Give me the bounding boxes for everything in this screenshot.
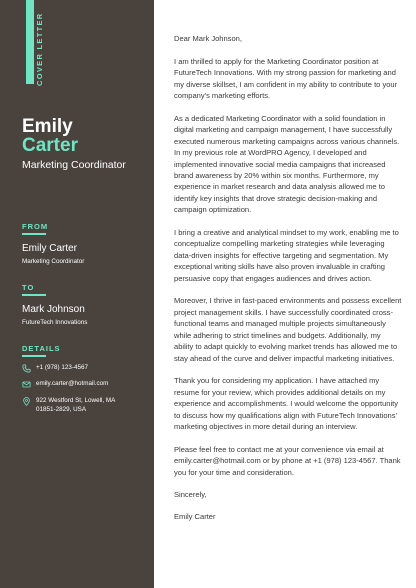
email-icon xyxy=(22,380,32,389)
email-text: emily.carter@hotmail.com xyxy=(36,380,109,387)
paragraph-contact: Please feel free to contact me at your convenience via email at emily.carter@hotmail.com or by phone at +1 (978) 123-4567. Thank you for your time and consideration. xyxy=(174,444,401,477)
location-pin-icon xyxy=(22,397,32,406)
to-name: Mark Johnson xyxy=(22,304,85,315)
address-text: 922 Westford St, Lowell, MA 01851-2829, USA xyxy=(36,397,115,413)
paragraph-experience: As a dedicated Marketing Coordinator with a solid foundation in digital marketing and campaign management, I have successfully executed numerous marketing campaigns across various channels. In my previous role at WordPRO Agency, I developed and implemented innovative social media campaigns that increased brand awareness by 20% within six months. Furthermore, my experience in market research and data analysis allowed me to identify key insights that drove strategic decision-making and campaign optimization. xyxy=(174,114,400,215)
closing: Sincerely, xyxy=(174,490,207,500)
signature: Emily Carter xyxy=(174,511,216,521)
details-rule xyxy=(22,355,46,357)
from-heading: FROM xyxy=(22,222,49,231)
to-heading: TO xyxy=(22,283,35,292)
detail-phone xyxy=(22,364,136,373)
paragraph-thanks: Thank you for considering my application. I have attached my resume for your review, which provides additional details on my experience and accomplishments. I would welcome the opportunity to discuss how my qualifications align with FutureTech Innovations' marketing objectives in more detail during an interview. xyxy=(174,376,399,431)
from-rule xyxy=(22,233,46,235)
letter-body xyxy=(174,33,402,534)
last-name: Carter xyxy=(22,135,78,156)
to-role: FutureTech Innovations xyxy=(22,319,88,326)
paragraph-intro: I am thrilled to apply for the Marketing Coordinator position at FutureTech Innovations. With my strong passion for marketing and my diverse skillset, I am confident in my ability to contribute to your company's marketing efforts. xyxy=(174,57,398,101)
phone-icon xyxy=(22,364,32,373)
first-name: Emily xyxy=(22,116,73,137)
greeting: Dear Mark Johnson, xyxy=(174,34,242,43)
details-heading: DETAILS xyxy=(22,344,61,353)
job-title: Marketing Coordinator xyxy=(22,159,126,171)
detail-email xyxy=(22,380,136,389)
phone-text: +1 (978) 123-4567 xyxy=(36,364,88,371)
sidebar xyxy=(0,0,154,588)
to-rule xyxy=(22,294,46,296)
detail-address xyxy=(22,397,136,414)
cover-letter-label: COVER LETTER xyxy=(35,12,44,86)
accent-bar xyxy=(26,0,34,84)
paragraph-skills: I bring a creative and analytical mindset to my work, enabling me to conceptualize compelling marketing strategies while leveraging data-driven insights for effective targeting and segmentation. My exceptional writing skills have also proven invaluable in crafting persuasive copy that engages audiences and drives action. xyxy=(174,228,399,283)
from-role: Marketing Coordinator xyxy=(22,258,85,265)
paragraph-management: Moreover, I thrive in fast-paced environments and possess excellent project management skills. I have successfully coordinated cross-functional teams and managed multiple projects simultaneously while adhering to strict timelines and budgets. Additionally, my ability to adapt quickly to evolving market trends has allowed me to stay ahead of the curve and deliver impactful marketing initiatives. xyxy=(174,296,402,363)
from-name: Emily Carter xyxy=(22,243,78,254)
